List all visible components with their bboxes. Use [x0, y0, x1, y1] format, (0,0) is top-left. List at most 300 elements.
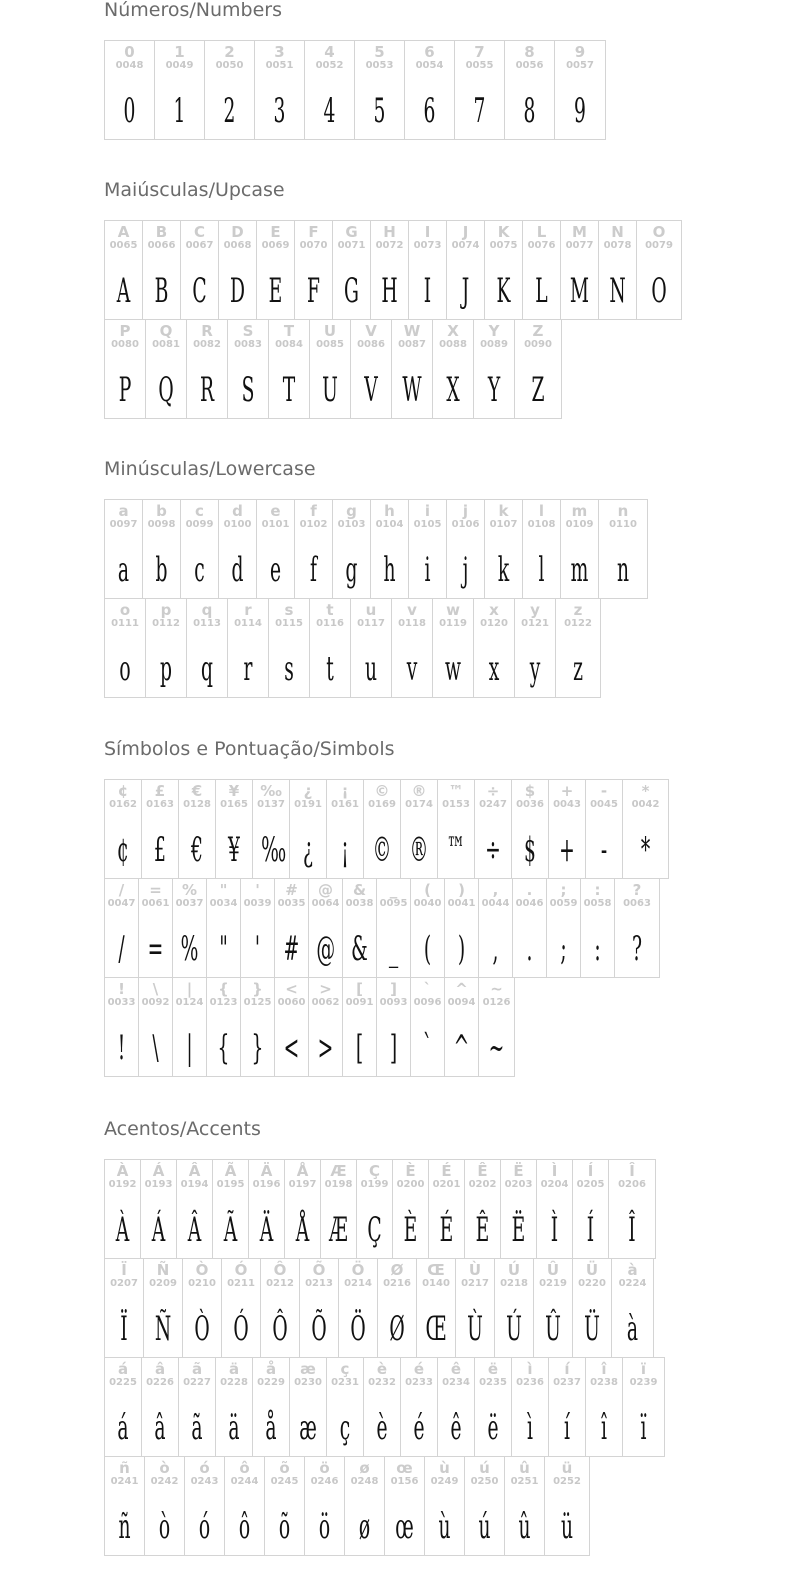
glyph-character-label: Á [152, 1162, 165, 1180]
glyph-code: 0046 [515, 898, 544, 909]
glyph-sample: ä [228, 1408, 240, 1448]
glyph-sample: £ [154, 830, 166, 870]
glyph-cell [392, 1159, 429, 1259]
glyph-character-label: $ [524, 782, 536, 800]
glyph-cell [308, 977, 343, 1077]
glyph-code: 0090 [524, 339, 552, 350]
glyph-cell [338, 1258, 378, 1358]
glyph-character-label: Ã [224, 1162, 237, 1180]
glyph-code: 0108 [527, 519, 556, 530]
glyph-cell [356, 1159, 393, 1259]
glyph-code: 0088 [439, 339, 467, 350]
glyph-code: 0249 [430, 1476, 459, 1487]
glyph-sample: k [497, 550, 510, 590]
glyph-character-label: ( [424, 881, 431, 899]
glyph-cell [611, 1258, 654, 1358]
glyph-code: 0226 [146, 1377, 174, 1388]
glyph-cell [212, 1159, 249, 1259]
glyph-cell [464, 1159, 501, 1259]
glyph-character-label: Ø [390, 1261, 404, 1279]
glyph-character-label: ó [199, 1459, 210, 1477]
glyph-cell [309, 598, 351, 698]
glyph-code: 0097 [109, 519, 138, 530]
glyph-sample: ì [527, 1408, 533, 1448]
glyph-sample: @ [316, 929, 336, 969]
glyph-cell [614, 878, 660, 978]
glyph-cell [284, 1159, 321, 1259]
glyph-row [104, 41, 606, 140]
glyph-character-label: 6 [424, 43, 435, 61]
glyph-code: 0065 [109, 240, 138, 251]
glyph-code: 0121 [521, 618, 549, 629]
glyph-code: 0073 [413, 240, 442, 251]
glyph-sample: ó [198, 1507, 211, 1547]
glyph-code: 0054 [415, 60, 444, 71]
glyph-sample: 2 [223, 91, 236, 131]
glyph-character-label: ^ [455, 980, 468, 998]
glyph-sample: o [119, 649, 131, 689]
glyph-character-label: ; [560, 881, 567, 899]
glyph-character-label: ü [561, 1459, 573, 1477]
glyph-cell [142, 499, 181, 599]
glyph-cell [391, 319, 433, 419]
glyph-cell [180, 499, 219, 599]
glyph-cell [544, 1456, 590, 1556]
glyph-code: 0210 [188, 1278, 216, 1289]
glyph-cell [363, 1357, 401, 1457]
glyph-sample: Ø [389, 1309, 405, 1349]
glyph-sample: L [535, 271, 548, 311]
glyph-cell [548, 1357, 586, 1457]
glyph-sample: u [364, 649, 378, 689]
glyph-character-label: P [119, 322, 131, 340]
glyph-cell [260, 1258, 300, 1358]
glyph-character-label: œ [396, 1459, 413, 1477]
glyph-sample: U [322, 370, 338, 410]
glyph-cell [274, 977, 309, 1077]
glyph-cell [256, 499, 295, 599]
glyph-code: 0230 [294, 1377, 322, 1388]
glyph-code: 0117 [357, 618, 385, 629]
glyph-section [104, 459, 648, 698]
glyph-character-label: % [181, 881, 198, 899]
glyph-character-label: B [155, 223, 168, 241]
glyph-code: 0233 [405, 1377, 433, 1388]
glyph-cell [240, 878, 275, 978]
glyph-character-label: ® [411, 782, 427, 800]
glyph-code: 0069 [261, 240, 290, 251]
glyph-character-label: æ [300, 1360, 316, 1378]
glyph-sample: K [496, 271, 511, 311]
glyph-cell [410, 977, 445, 1077]
glyph-cell [455, 1258, 495, 1358]
glyph-row [104, 780, 669, 879]
glyph-character-label: h [384, 502, 395, 520]
glyph-sample: i [424, 550, 431, 590]
glyph-sample: â [154, 1408, 166, 1448]
glyph-code: 0112 [152, 618, 180, 629]
glyph-character-label: p [160, 601, 172, 619]
glyph-character-label: £ [154, 782, 166, 800]
glyph-code: 0057 [566, 60, 594, 71]
glyph-cell [332, 499, 371, 599]
glyph-sample: C [192, 271, 207, 311]
glyph-character-label: ÷ [486, 782, 500, 800]
glyph-sample: ñ [118, 1507, 131, 1547]
glyph-code: 0100 [223, 519, 252, 530]
glyph-character-label: ø [359, 1459, 370, 1477]
glyph-sample: A [116, 271, 131, 311]
glyph-code: 0102 [299, 519, 328, 530]
glyph-character-label: M [572, 223, 587, 241]
glyph-cell [350, 598, 392, 698]
glyph-character-label: > [319, 980, 332, 998]
glyph-sample: f [310, 550, 317, 590]
glyph-sample: Ì [550, 1210, 559, 1250]
glyph-cell [474, 1357, 512, 1457]
glyph-code: 0080 [111, 339, 139, 350]
glyph-character-label: | [186, 980, 193, 998]
glyph-character-label: Í [587, 1162, 594, 1180]
glyph-cell [500, 1159, 537, 1259]
glyph-cell [504, 1456, 545, 1556]
glyph-character-label: S [242, 322, 254, 340]
glyph-cell [268, 598, 310, 698]
glyph-sample: + [559, 830, 575, 870]
glyph-code: 0056 [515, 60, 544, 71]
glyph-code: 0228 [220, 1377, 248, 1388]
glyph-character-label: [ [356, 980, 363, 998]
glyph-cell [104, 1159, 141, 1259]
glyph-sample: O [651, 271, 667, 311]
glyph-code: 0107 [489, 519, 518, 530]
glyph-character-label: K [497, 223, 510, 241]
glyph-character-label: @ [318, 881, 333, 899]
glyph-sample: Ñ [154, 1309, 172, 1349]
glyph-code: 0037 [175, 898, 204, 909]
glyph-cell [636, 220, 682, 320]
glyph-sample: Á [151, 1210, 166, 1250]
glyph-character-label: 4 [324, 43, 335, 61]
glyph-character-label: z [573, 601, 583, 619]
glyph-code: 0169 [368, 799, 396, 810]
glyph-code: 0219 [539, 1278, 567, 1289]
glyph-cell [342, 977, 377, 1077]
glyph-code: 0239 [629, 1377, 658, 1388]
glyph-code: 0162 [109, 799, 137, 810]
glyph-sample: : [594, 929, 601, 969]
glyph-code: 0035 [277, 898, 306, 909]
glyph-sample: J [461, 271, 470, 311]
glyph-code: 0095 [379, 898, 408, 909]
glyph-character-label: ù [439, 1459, 450, 1477]
section-title: Acentos/Accents [104, 1118, 261, 1140]
glyph-code: 0086 [357, 339, 385, 350]
glyph-sample: M [569, 271, 590, 311]
glyph-sample: ú [478, 1507, 491, 1547]
glyph-character-label: ! [118, 980, 125, 998]
glyph-cell [555, 598, 601, 698]
glyph-character-label: ú [479, 1459, 490, 1477]
glyph-character-label: ä [228, 1360, 240, 1378]
glyph-character-label: C [193, 223, 205, 241]
glyph-code: 0207 [110, 1278, 138, 1289]
glyph-character-label: q [201, 601, 213, 619]
glyph-cell [304, 1456, 345, 1556]
glyph-cell [354, 40, 405, 140]
glyph-code: 0059 [549, 898, 578, 909]
glyph-row [104, 1457, 665, 1556]
glyph-sample: = [147, 929, 164, 969]
glyph-sample: ù [438, 1507, 451, 1547]
glyph-character-label: ì [527, 1360, 533, 1378]
glyph-sample: È [403, 1210, 418, 1250]
glyph-code: 0103 [337, 519, 366, 530]
glyph-sample: Ú [506, 1309, 522, 1349]
glyph-cell [145, 319, 187, 419]
glyph-code: 0077 [565, 240, 594, 251]
glyph-cell [350, 319, 392, 419]
glyph-sample: & [351, 929, 368, 969]
glyph-sample: # [283, 929, 300, 969]
glyph-cell [404, 40, 455, 140]
glyph-code: 0140 [422, 1278, 450, 1289]
glyph-code: 0246 [310, 1476, 339, 1487]
glyph-cell [227, 598, 269, 698]
glyph-sample: Û [545, 1309, 561, 1349]
glyph-cell [598, 499, 648, 599]
glyph-sample: ô [238, 1507, 251, 1547]
glyph-cell [408, 220, 447, 320]
glyph-sample: ( [423, 929, 432, 969]
glyph-section [104, 739, 669, 1077]
glyph-cell [227, 319, 269, 419]
glyph-sample: V [364, 370, 378, 410]
glyph-code: 0110 [609, 519, 637, 530]
glyph-sample: Ò [194, 1309, 210, 1349]
glyph-character-label: É [441, 1162, 452, 1180]
glyph-code: 0041 [447, 898, 476, 909]
glyph-character-label: Ö [351, 1261, 365, 1279]
glyph-character-label: g [346, 502, 357, 520]
glyph-code: 0119 [439, 618, 467, 629]
glyph-sample: ; [560, 929, 567, 969]
glyph-character-label: d [232, 502, 243, 520]
glyph-character-label: ¥ [228, 782, 240, 800]
glyph-character-label: 0 [124, 43, 135, 61]
glyph-character-label: < [285, 980, 298, 998]
glyph-cell [484, 499, 523, 599]
glyph-sample: ' [254, 929, 261, 969]
glyph-character-label: ™ [448, 782, 464, 800]
glyph-code: 0109 [565, 519, 594, 530]
glyph-row [104, 320, 682, 419]
glyph-grid [104, 780, 669, 1077]
glyph-code: 0092 [141, 997, 170, 1008]
glyph-character-label: r [244, 601, 252, 619]
glyph-sample: D [229, 271, 245, 311]
glyph-code: 0044 [481, 898, 510, 909]
glyph-sample: ê [450, 1408, 462, 1448]
glyph-code: 0082 [193, 339, 221, 350]
glyph-code: 0067 [185, 240, 214, 251]
glyph-code: 0238 [590, 1377, 618, 1388]
glyph-cell [154, 40, 205, 140]
glyph-character-label: : [594, 881, 601, 899]
glyph-sample: Œ [425, 1309, 447, 1349]
glyph-sample: / [118, 929, 125, 969]
glyph-cell [514, 319, 562, 419]
glyph-cell [473, 319, 515, 419]
glyph-character-label: ï [640, 1360, 647, 1378]
glyph-sample: e [269, 550, 282, 590]
glyph-cell [326, 779, 364, 879]
glyph-row [104, 1259, 665, 1358]
glyph-character-label: { [218, 980, 229, 998]
glyph-code: 0061 [141, 898, 170, 909]
glyph-cell [104, 1258, 144, 1358]
glyph-sample: € [191, 830, 203, 870]
glyph-sample: _ [388, 929, 399, 969]
glyph-code: 0120 [480, 618, 508, 629]
glyph-cell [289, 1357, 327, 1457]
glyph-character-label: Ä [260, 1162, 273, 1180]
glyph-sample: t [326, 649, 334, 689]
glyph-character-label: í [564, 1360, 570, 1378]
glyph-cell [294, 499, 333, 599]
glyph-sample: © [372, 830, 392, 870]
glyph-cell [400, 779, 438, 879]
glyph-cell [391, 598, 433, 698]
glyph-code: 0163 [146, 799, 174, 810]
glyph-cell [444, 878, 479, 978]
glyph-cell [432, 319, 474, 419]
glyph-cell [252, 779, 290, 879]
glyph-character-label: € [191, 782, 203, 800]
glyph-code: 0217 [461, 1278, 489, 1289]
glyph-code: 0034 [209, 898, 238, 909]
glyph-sample: Â [187, 1210, 202, 1250]
glyph-code: 0204 [540, 1179, 569, 1190]
glyph-code: 0231 [331, 1377, 359, 1388]
glyph-cell [274, 878, 309, 978]
glyph-cell [416, 1258, 456, 1358]
glyph-character-label: A [117, 223, 130, 241]
glyph-sample: î [601, 1408, 607, 1448]
glyph-sample: ö [318, 1507, 331, 1547]
glyph-code: 0225 [109, 1377, 137, 1388]
glyph-code: 0118 [398, 618, 426, 629]
glyph-sample: $ [524, 830, 536, 870]
glyph-sample: Ã [223, 1210, 238, 1250]
glyph-character-label: Ó [234, 1261, 248, 1279]
glyph-sample: Q [158, 370, 174, 410]
glyph-character-label: E [270, 223, 281, 241]
glyph-code: 0245 [270, 1476, 299, 1487]
glyph-cell [522, 220, 561, 320]
glyph-code: 0209 [149, 1278, 177, 1289]
glyph-character-label: Œ [427, 1261, 445, 1279]
glyph-character-label: G [345, 223, 358, 241]
glyph-code: 0241 [110, 1476, 139, 1487]
glyph-code: 0039 [243, 898, 272, 909]
glyph-character-label: ¡ [341, 782, 349, 800]
glyph-cell [332, 220, 371, 320]
glyph-code: 0247 [479, 799, 507, 810]
glyph-code: 0194 [180, 1179, 209, 1190]
glyph-code: 0098 [147, 519, 176, 530]
glyph-cell [363, 779, 401, 879]
glyph-cell [180, 220, 219, 320]
glyph-sample: . [526, 929, 533, 969]
glyph-cell [376, 977, 411, 1077]
glyph-code: 0058 [583, 898, 612, 909]
glyph-code: 0124 [175, 997, 204, 1008]
glyph-code: 0083 [234, 339, 262, 350]
glyph-sample: Ä [259, 1210, 274, 1250]
glyph-sample: 6 [423, 91, 436, 131]
glyph-character-label: Õ [312, 1261, 326, 1279]
glyph-code: 0251 [510, 1476, 539, 1487]
glyph-sample: ^ [453, 1028, 470, 1068]
glyph-sample: ? [631, 929, 643, 969]
glyph-character-label: î [601, 1360, 607, 1378]
glyph-cell [446, 499, 485, 599]
glyph-code: 0212 [266, 1278, 294, 1289]
glyph-sample: a [117, 550, 130, 590]
glyph-cell [437, 779, 475, 879]
glyph-sample: é [413, 1408, 425, 1448]
glyph-code: 0218 [500, 1278, 528, 1289]
glyph-sample: | [186, 1028, 193, 1068]
glyph-code: 0051 [265, 60, 294, 71]
glyph-character-label: Ï [121, 1261, 127, 1279]
glyph-sample: œ [395, 1507, 414, 1547]
glyph-code: 0237 [553, 1377, 581, 1388]
section-title: Números/Numbers [104, 0, 282, 21]
glyph-cell [215, 779, 253, 879]
glyph-code: 0099 [185, 519, 214, 530]
glyph-row [104, 1358, 665, 1457]
glyph-cell [464, 1456, 505, 1556]
glyph-cell [178, 1357, 216, 1457]
glyph-sample: % [180, 929, 199, 969]
glyph-cell [428, 1159, 465, 1259]
glyph-character-label: Ú [507, 1261, 521, 1279]
glyph-character-label: Y [488, 322, 500, 340]
glyph-sample: p [160, 649, 172, 689]
glyph-sample: Ö [350, 1309, 366, 1349]
glyph-grid [104, 500, 648, 698]
glyph-code: 0063 [623, 898, 651, 909]
glyph-cell [432, 598, 474, 698]
glyph-sample: 9 [574, 91, 586, 131]
glyph-cell [172, 878, 207, 978]
glyph-character-label: Ü [585, 1261, 599, 1279]
glyph-code: 0043 [553, 799, 581, 810]
glyph-sample: z [573, 649, 583, 689]
glyph-code: 0036 [516, 799, 544, 810]
glyph-code: 0197 [288, 1179, 317, 1190]
glyph-code: 0089 [480, 339, 508, 350]
glyph-cell [408, 499, 447, 599]
glyph-sample: W [402, 370, 422, 410]
glyph-character-label: Ù [468, 1261, 482, 1279]
glyph-code: 0199 [360, 1179, 389, 1190]
glyph-cell [437, 1357, 475, 1457]
glyph-code: 0115 [275, 618, 303, 629]
glyph-character-label: 5 [374, 43, 385, 61]
